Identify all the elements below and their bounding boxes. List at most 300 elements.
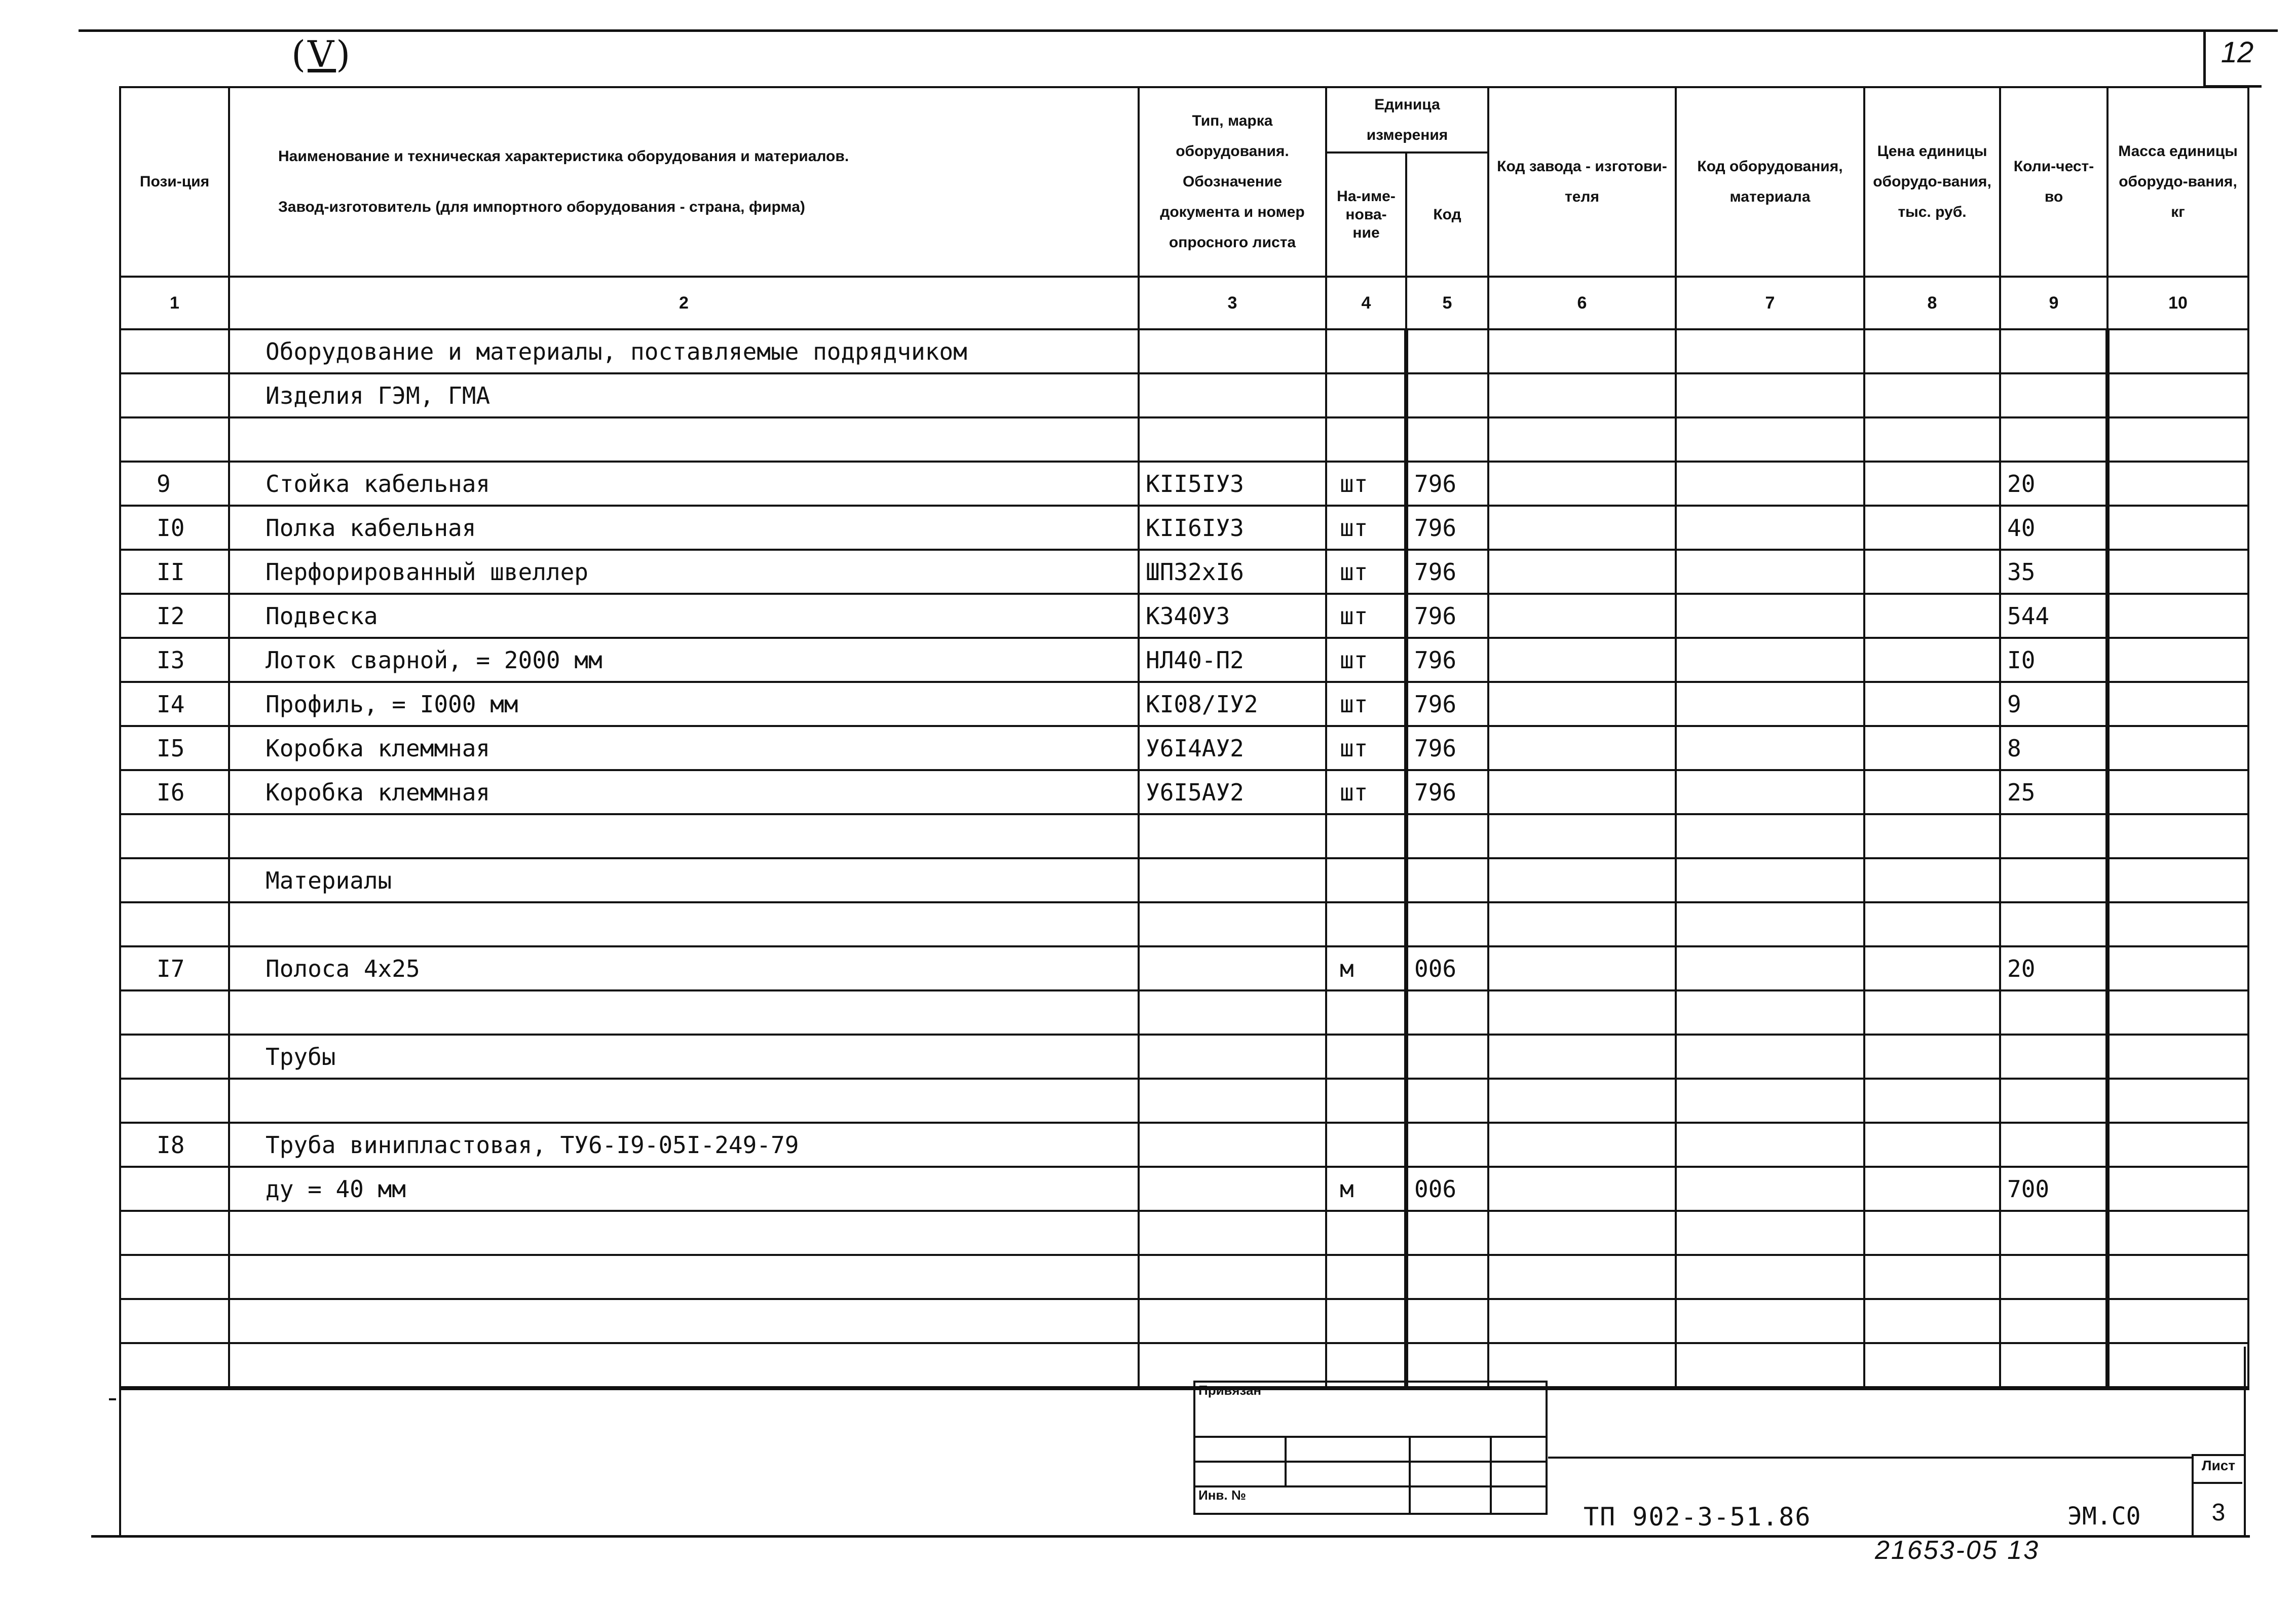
quantity-cell: [2000, 858, 2107, 902]
manufacturer-cell: [1488, 990, 1676, 1035]
equipment-code-cell: [1676, 638, 1864, 682]
specification-table: [119, 86, 2249, 1390]
manufacturer-cell: [1488, 814, 1676, 858]
quantity-cell: 20: [2000, 462, 2107, 506]
price-cell: [1864, 814, 2000, 858]
manufacturer-cell: [1488, 682, 1676, 726]
sheet-label: Лист: [2201, 1458, 2236, 1473]
unit-cell: м: [1326, 946, 1406, 990]
position-cell: [120, 858, 229, 902]
manufacturer-cell: [1488, 329, 1676, 373]
code-cell: [1406, 1255, 1488, 1299]
mass-cell: [2107, 506, 2248, 550]
unit-cell: [1326, 417, 1406, 462]
quantity-cell: [2000, 1255, 2107, 1299]
manufacturer-cell: [1488, 373, 1676, 417]
quantity-cell: [2000, 814, 2107, 858]
price-cell: [1864, 946, 2000, 990]
equipment-code-cell: [1676, 682, 1864, 726]
quantity-cell: [2000, 1079, 2107, 1123]
equipment-code-cell: [1676, 946, 1864, 990]
type-cell: НЛ40-П2: [1139, 638, 1326, 682]
name-cell: Полка кабельная: [229, 506, 1139, 550]
price-cell: [1864, 990, 2000, 1035]
unit-cell: [1326, 329, 1406, 373]
code-cell: 796: [1406, 770, 1488, 814]
manufacturer-cell: [1488, 594, 1676, 638]
code-cell: 796: [1406, 726, 1488, 770]
price-cell: [1864, 1343, 2000, 1388]
type-cell: [1139, 990, 1326, 1035]
mass-cell: [2107, 682, 2248, 726]
code-cell: [1406, 1035, 1488, 1079]
name-cell: Коробка клеммная: [229, 770, 1139, 814]
table-row: [120, 1079, 2248, 1123]
equipment-code-cell: [1676, 506, 1864, 550]
code-cell: [1406, 902, 1488, 946]
quantity-cell: [2000, 990, 2107, 1035]
position-cell: [120, 1255, 229, 1299]
quantity-cell: [2000, 329, 2107, 373]
manufacturer-cell: [1488, 946, 1676, 990]
table-row: [120, 1299, 2248, 1343]
table-row: [120, 329, 2248, 373]
manufacturer-cell: [1488, 770, 1676, 814]
manufacturer-cell: [1488, 506, 1676, 550]
col-number: 7: [1676, 277, 1864, 329]
header-position: Пози-ция: [120, 87, 229, 277]
mass-cell: [2107, 329, 2248, 373]
table-row: [120, 726, 2248, 770]
price-cell: [1864, 1079, 2000, 1123]
table-row: [120, 1211, 2248, 1255]
equipment-code-cell: [1676, 462, 1864, 506]
name-cell: Лоток сварной, = 2000 мм: [229, 638, 1139, 682]
mass-cell: [2107, 594, 2248, 638]
col-number: 9: [2000, 277, 2107, 329]
position-cell: [120, 1079, 229, 1123]
code-cell: [1406, 858, 1488, 902]
mass-cell: [2107, 1123, 2248, 1167]
col-number: 6: [1488, 277, 1676, 329]
name-cell: Профиль, = I000 мм: [229, 682, 1139, 726]
mass-cell: [2107, 946, 2248, 990]
price-cell: [1864, 1211, 2000, 1255]
unit-cell: шт: [1326, 726, 1406, 770]
manufacturer-cell: [1488, 1211, 1676, 1255]
price-cell: [1864, 594, 2000, 638]
position-cell: [120, 990, 229, 1035]
stamp-cell: [1410, 1486, 1491, 1514]
name-cell: Трубы: [229, 1035, 1139, 1079]
equipment-code-cell: [1676, 770, 1864, 814]
type-cell: [1139, 373, 1326, 417]
position-cell: [120, 1035, 229, 1079]
table-row: [120, 550, 2248, 594]
manufacturer-cell: [1488, 858, 1676, 902]
type-cell: [1139, 858, 1326, 902]
table-row: [120, 990, 2248, 1035]
name-cell: Оборудование и материалы, поставляемые подрядчиком: [229, 329, 1139, 373]
price-cell: [1864, 329, 2000, 373]
type-cell: [1139, 1299, 1326, 1343]
header-unit-code: Код: [1406, 152, 1488, 277]
unit-cell: [1326, 1299, 1406, 1343]
name-cell: [229, 1211, 1139, 1255]
mass-cell: [2107, 1211, 2248, 1255]
equipment-code-cell: [1676, 990, 1864, 1035]
col-number: 1: [120, 277, 229, 329]
quantity-cell: [2000, 373, 2107, 417]
code-cell: 796: [1406, 594, 1488, 638]
manufacturer-cell: [1488, 550, 1676, 594]
name-cell: [229, 1255, 1139, 1299]
type-cell: [1139, 329, 1326, 373]
name-cell: Изделия ГЭМ, ГМА: [229, 373, 1139, 417]
equipment-code-cell: [1676, 373, 1864, 417]
code-cell: [1406, 373, 1488, 417]
stamp-cell: [1286, 1462, 1410, 1486]
type-cell: [1139, 1079, 1326, 1123]
equipment-code-cell: [1676, 1035, 1864, 1079]
unit-cell: [1326, 1079, 1406, 1123]
price-cell: [1864, 1035, 2000, 1079]
mass-cell: [2107, 770, 2248, 814]
name-cell: [229, 1299, 1139, 1343]
frame-tick: [109, 1398, 116, 1400]
code-cell: 796: [1406, 506, 1488, 550]
mass-cell: [2107, 858, 2248, 902]
quantity-cell: [2000, 1123, 2107, 1167]
name-cell: ду = 40 мм: [229, 1167, 1139, 1211]
name-cell: [229, 814, 1139, 858]
mass-cell: [2107, 1167, 2248, 1211]
price-cell: [1864, 550, 2000, 594]
manufacturer-cell: [1488, 902, 1676, 946]
equipment-code-cell: [1676, 1299, 1864, 1343]
table-row: [120, 594, 2248, 638]
table-row: [120, 373, 2248, 417]
type-cell: [1139, 1035, 1326, 1079]
stamp-linked-label: Привязан: [1194, 1382, 1547, 1437]
sheet-number: 3: [2211, 1499, 2226, 1526]
position-cell: I4: [120, 682, 229, 726]
code-cell: [1406, 1299, 1488, 1343]
price-cell: [1864, 902, 2000, 946]
name-cell: [229, 417, 1139, 462]
unit-cell: [1326, 990, 1406, 1035]
quantity-cell: [2000, 1035, 2107, 1079]
unit-cell: шт: [1326, 506, 1406, 550]
type-cell: [1139, 946, 1326, 990]
equipment-code-cell: [1676, 1211, 1864, 1255]
table-row: [120, 770, 2248, 814]
mass-cell: [2107, 1343, 2248, 1388]
type-cell: [1139, 1167, 1326, 1211]
unit-cell: шт: [1326, 550, 1406, 594]
manufacturer-cell: [1488, 1035, 1676, 1079]
unit-cell: [1326, 1211, 1406, 1255]
name-cell: [229, 902, 1139, 946]
price-cell: [1864, 462, 2000, 506]
unit-cell: шт: [1326, 594, 1406, 638]
price-cell: [1864, 858, 2000, 902]
mass-cell: [2107, 990, 2248, 1035]
quantity-cell: [2000, 1299, 2107, 1343]
code-cell: 796: [1406, 682, 1488, 726]
position-cell: I8: [120, 1123, 229, 1167]
mass-cell: [2107, 1035, 2248, 1079]
price-cell: [1864, 726, 2000, 770]
mass-cell: [2107, 726, 2248, 770]
mass-cell: [2107, 417, 2248, 462]
manufacturer-cell: [1488, 1299, 1676, 1343]
equipment-code-cell: [1676, 1123, 1864, 1167]
manufacturer-cell: [1488, 1167, 1676, 1211]
name-cell: Полоса 4х25: [229, 946, 1139, 990]
position-cell: [120, 329, 229, 373]
position-cell: [120, 417, 229, 462]
price-cell: [1864, 1167, 2000, 1211]
type-cell: [1139, 902, 1326, 946]
table-row: [120, 1167, 2248, 1211]
name-cell: [229, 990, 1139, 1035]
unit-cell: шт: [1326, 770, 1406, 814]
price-cell: [1864, 1299, 2000, 1343]
quantity-cell: 20: [2000, 946, 2107, 990]
code-cell: [1406, 329, 1488, 373]
col-number: 10: [2107, 277, 2248, 329]
table-row: [120, 858, 2248, 902]
position-cell: II: [120, 550, 229, 594]
position-cell: 9: [120, 462, 229, 506]
price-cell: [1864, 506, 2000, 550]
equipment-code-cell: [1676, 1167, 1864, 1211]
type-cell: КII6IУ3: [1139, 506, 1326, 550]
sheet-divider: [2192, 1482, 2242, 1484]
position-cell: [120, 814, 229, 858]
table-row: [120, 814, 2248, 858]
price-cell: [1864, 1255, 2000, 1299]
header-unit-name: На-име-нова-ние: [1326, 152, 1406, 277]
equipment-code-cell: [1676, 902, 1864, 946]
equipment-code-cell: [1676, 726, 1864, 770]
code-cell: [1406, 1079, 1488, 1123]
quantity-cell: 544: [2000, 594, 2107, 638]
stamp-cell: [1286, 1437, 1410, 1462]
unit-cell: шт: [1326, 638, 1406, 682]
equipment-code-cell: [1676, 417, 1864, 462]
stamp-cell: [1491, 1437, 1547, 1462]
type-cell: К340У3: [1139, 594, 1326, 638]
header-name-line1: Наименование и техническая характеристика оборудования и материалов.: [278, 148, 849, 165]
manufacturer-cell: [1488, 462, 1676, 506]
approval-stamp: [1193, 1381, 1548, 1515]
position-cell: [120, 1211, 229, 1255]
price-cell: [1864, 1123, 2000, 1167]
unit-cell: [1326, 814, 1406, 858]
table-row: [120, 1343, 2248, 1388]
type-cell: КII5IУ3: [1139, 462, 1326, 506]
position-cell: I6: [120, 770, 229, 814]
document-code: ЭМ.С0: [2067, 1502, 2141, 1531]
code-cell: 796: [1406, 550, 1488, 594]
quantity-cell: [2000, 1343, 2107, 1388]
quantity-cell: 9: [2000, 682, 2107, 726]
position-cell: I5: [120, 726, 229, 770]
name-cell: Стойка кабельная: [229, 462, 1139, 506]
manufacturer-cell: [1488, 1255, 1676, 1299]
type-cell: ШП32хI6: [1139, 550, 1326, 594]
position-cell: [120, 1299, 229, 1343]
mass-cell: [2107, 1079, 2248, 1123]
code-cell: [1406, 417, 1488, 462]
header-type: Тип, марка оборудования. Обозначение документа и номер опросного листа: [1139, 87, 1326, 277]
frame-left: [119, 1347, 121, 1537]
header-manufacturer-code: Код завода - изготови-теля: [1488, 87, 1676, 277]
header-mass: Масса единицы оборудо-вания, кг: [2107, 87, 2248, 277]
position-cell: I0: [120, 506, 229, 550]
manufacturer-cell: [1488, 638, 1676, 682]
table-row: [120, 1035, 2248, 1079]
mass-cell: [2107, 1255, 2248, 1299]
table-row: [120, 1123, 2248, 1167]
table-row: [120, 638, 2248, 682]
col-number: 3: [1139, 277, 1326, 329]
unit-cell: [1326, 902, 1406, 946]
code-cell: 006: [1406, 946, 1488, 990]
code-cell: [1406, 1123, 1488, 1167]
table-row: [120, 462, 2248, 506]
type-cell: [1139, 1211, 1326, 1255]
equipment-code-cell: [1676, 329, 1864, 373]
top-border-line: [79, 29, 2278, 32]
table-row: [120, 506, 2248, 550]
unit-cell: [1326, 1123, 1406, 1167]
unit-cell: [1326, 858, 1406, 902]
code-cell: 006: [1406, 1167, 1488, 1211]
stamp-cell: [1410, 1462, 1491, 1486]
type-cell: У6I4АУ2: [1139, 726, 1326, 770]
col-number: 8: [1864, 277, 2000, 329]
equipment-code-cell: [1676, 1255, 1864, 1299]
equipment-code-cell: [1676, 858, 1864, 902]
mass-cell: [2107, 814, 2248, 858]
manufacturer-cell: [1488, 1123, 1676, 1167]
name-cell: Труба винипластовая, ТУ6-I9-05I-249-79: [229, 1123, 1139, 1167]
table-row: [120, 1255, 2248, 1299]
type-cell: [1139, 417, 1326, 462]
type-cell: У6I5АУ2: [1139, 770, 1326, 814]
unit-cell: м: [1326, 1167, 1406, 1211]
stamp-cell: [1194, 1462, 1286, 1486]
manufacturer-cell: [1488, 1079, 1676, 1123]
mass-cell: [2107, 550, 2248, 594]
table-row: [120, 946, 2248, 990]
position-cell: [120, 1343, 229, 1388]
mass-cell: [2107, 902, 2248, 946]
price-cell: [1864, 770, 2000, 814]
mass-cell: [2107, 1299, 2248, 1343]
header-quantity: Коли-чест-во: [2000, 87, 2107, 277]
quantity-cell: 35: [2000, 550, 2107, 594]
quantity-cell: 700: [2000, 1167, 2107, 1211]
manufacturer-cell: [1488, 726, 1676, 770]
code-cell: 796: [1406, 462, 1488, 506]
table-row: [120, 417, 2248, 462]
stamp-inv-label: Инв. №: [1194, 1486, 1410, 1514]
code-cell: [1406, 814, 1488, 858]
stamp-cell: [1491, 1486, 1547, 1514]
code-cell: [1406, 1211, 1488, 1255]
header-price: Цена единицы оборудо-вания, тыс. руб.: [1864, 87, 2000, 277]
unit-cell: [1326, 373, 1406, 417]
price-cell: [1864, 638, 2000, 682]
position-cell: I3: [120, 638, 229, 682]
page-number: 12: [2220, 36, 2254, 69]
quantity-cell: 25: [2000, 770, 2107, 814]
stamp-cell: [1194, 1437, 1286, 1462]
name-cell: Подвеска: [229, 594, 1139, 638]
table-row: [120, 902, 2248, 946]
unit-cell: [1326, 1035, 1406, 1079]
header-name: [229, 87, 1139, 277]
price-cell: [1864, 682, 2000, 726]
code-cell: 796: [1406, 638, 1488, 682]
header-unit-group: Единица измерения: [1326, 87, 1488, 152]
equipment-code-cell: [1676, 1079, 1864, 1123]
unit-cell: шт: [1326, 682, 1406, 726]
col-number: 2: [229, 277, 1139, 329]
quantity-cell: 40: [2000, 506, 2107, 550]
quantity-cell: [2000, 902, 2107, 946]
stamp-cell: [1410, 1437, 1491, 1462]
quantity-cell: I0: [2000, 638, 2107, 682]
header-name-line2: Завод-изготовитель (для импортного оборудования - страна, фирма): [278, 199, 805, 215]
position-cell: [120, 1167, 229, 1211]
document-number: ТП 902-3-51.86: [1584, 1502, 1812, 1532]
col-number: 4: [1326, 277, 1406, 329]
position-cell: I7: [120, 946, 229, 990]
mass-cell: [2107, 638, 2248, 682]
name-cell: Перфорированный швеллер: [229, 550, 1139, 594]
type-cell: [1139, 814, 1326, 858]
quantity-cell: [2000, 1211, 2107, 1255]
code-cell: [1406, 990, 1488, 1035]
price-cell: [1864, 417, 2000, 462]
equipment-code-cell: [1676, 594, 1864, 638]
unit-cell: [1326, 1255, 1406, 1299]
header-equipment-code: Код оборудования, материала: [1676, 87, 1864, 277]
name-cell: Коробка клеммная: [229, 726, 1139, 770]
position-cell: [120, 902, 229, 946]
mass-cell: [2107, 373, 2248, 417]
equipment-code-cell: [1676, 550, 1864, 594]
name-cell: [229, 1343, 1139, 1388]
name-cell: Материалы: [229, 858, 1139, 902]
manufacturer-cell: [1488, 417, 1676, 462]
title-block-line: [1548, 1457, 2192, 1459]
stamp-cell: [1491, 1462, 1547, 1486]
handwritten-number: 21653-05 13: [1875, 1536, 2040, 1565]
table-row: [120, 682, 2248, 726]
price-cell: [1864, 373, 2000, 417]
unit-cell: шт: [1326, 462, 1406, 506]
album-mark: (V): [291, 33, 353, 75]
mass-cell: [2107, 462, 2248, 506]
type-cell: КI08/IУ2: [1139, 682, 1326, 726]
column-numbers-row: [120, 277, 2248, 329]
